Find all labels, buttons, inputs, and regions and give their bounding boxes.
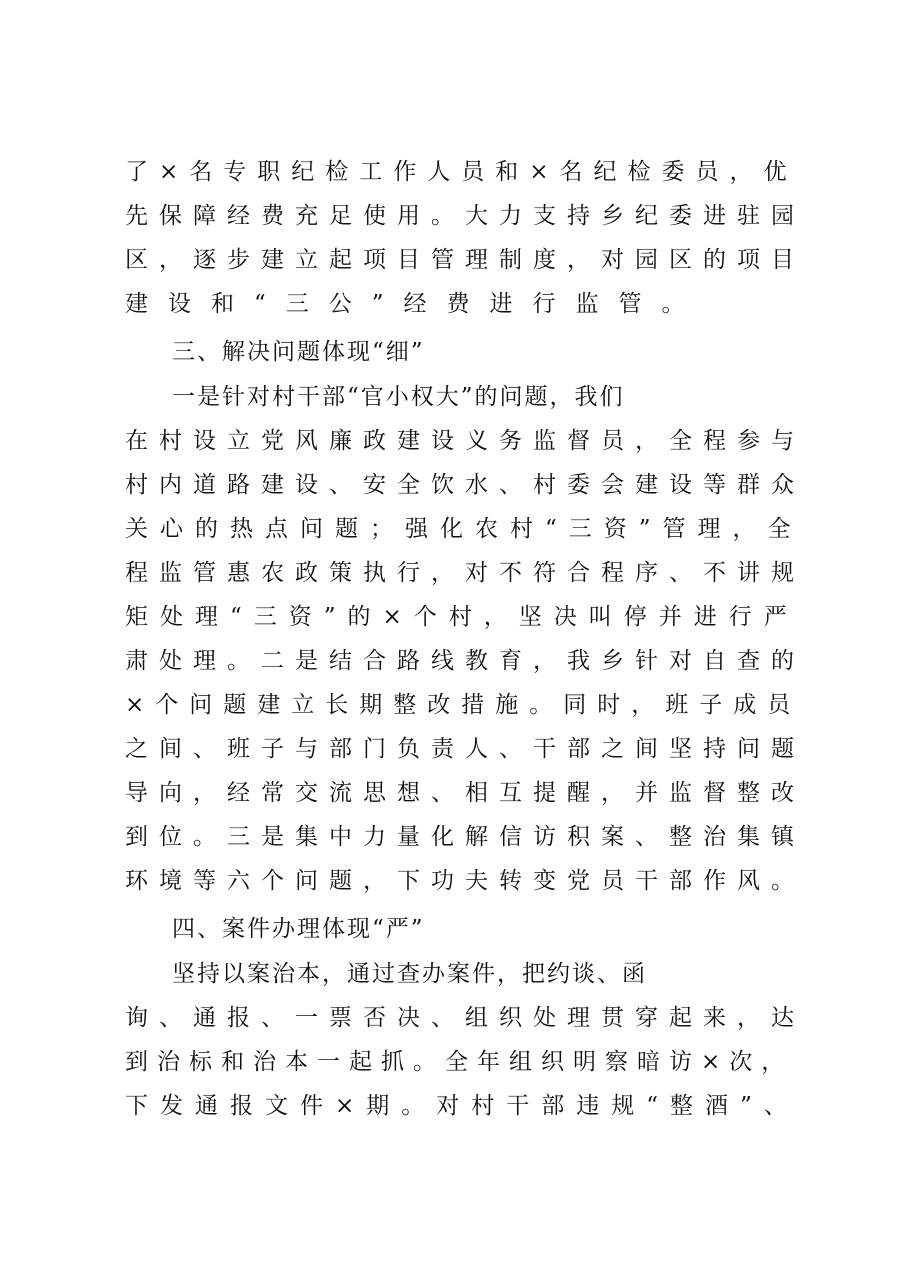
text-line: 导向，经常交流思想、相互提醒，并监督整改 <box>125 780 805 806</box>
text-line: 村内道路建设、安全饮水、村委会建设等群众 <box>125 472 805 498</box>
text-line: 程监管惠农政策执行，对不符合程序、不讲规 <box>125 560 805 586</box>
text-line: 到位。三是集中力量化解信访积案、整治集镇 <box>125 824 805 850</box>
text-line: 在村设立党风廉政建设义务监督员，全程参与 <box>125 428 805 454</box>
section-heading-4: 四、案件办理体现“严” <box>172 916 425 942</box>
text-line: 区，逐步建立起项目管理制度，对园区的项目 <box>125 247 805 273</box>
text-line: 肃处理。二是结合路线教育，我乡针对自查的 <box>125 648 805 674</box>
text-line: 到治标和治本一起抓。全年组织明察暗访×次， <box>125 1049 794 1075</box>
text-line: 环境等六个问题，下功夫转变党员干部作风。 <box>125 868 805 894</box>
text-line: 坚持以案治本，通过查办案件，把约谈、函 <box>172 961 647 987</box>
text-line: ×个问题建立长期整改措施。同时，班子成员 <box>125 692 802 718</box>
text-line: 询、通报、一票否决、组织处理贯穿起来，达 <box>125 1005 805 1031</box>
text-line: 矩处理“三资”的×个村，坚决叫停并进行严 <box>125 604 799 630</box>
text-line: 一是针对村干部“官小权大”的问题，我们 <box>172 384 625 410</box>
text-line: 先保障经费充足使用。大力支持乡纪委进驻园 <box>125 203 805 229</box>
text-line: 之间、班子与部门负责人、干部之间坚持问题 <box>125 736 805 762</box>
text-line: 建设和“三公”经费进行监管。 <box>125 291 705 317</box>
text-line: 关心的热点问题；强化农村“三资”管理，全 <box>125 516 803 542</box>
text-line: 下发通报文件×期。对村干部违规“整酒”、 <box>125 1093 799 1119</box>
section-heading-3: 三、解决问题体现“细” <box>172 339 425 365</box>
text-line: 了×名专职纪检工作人员和×名纪检委员，优 <box>125 159 798 185</box>
